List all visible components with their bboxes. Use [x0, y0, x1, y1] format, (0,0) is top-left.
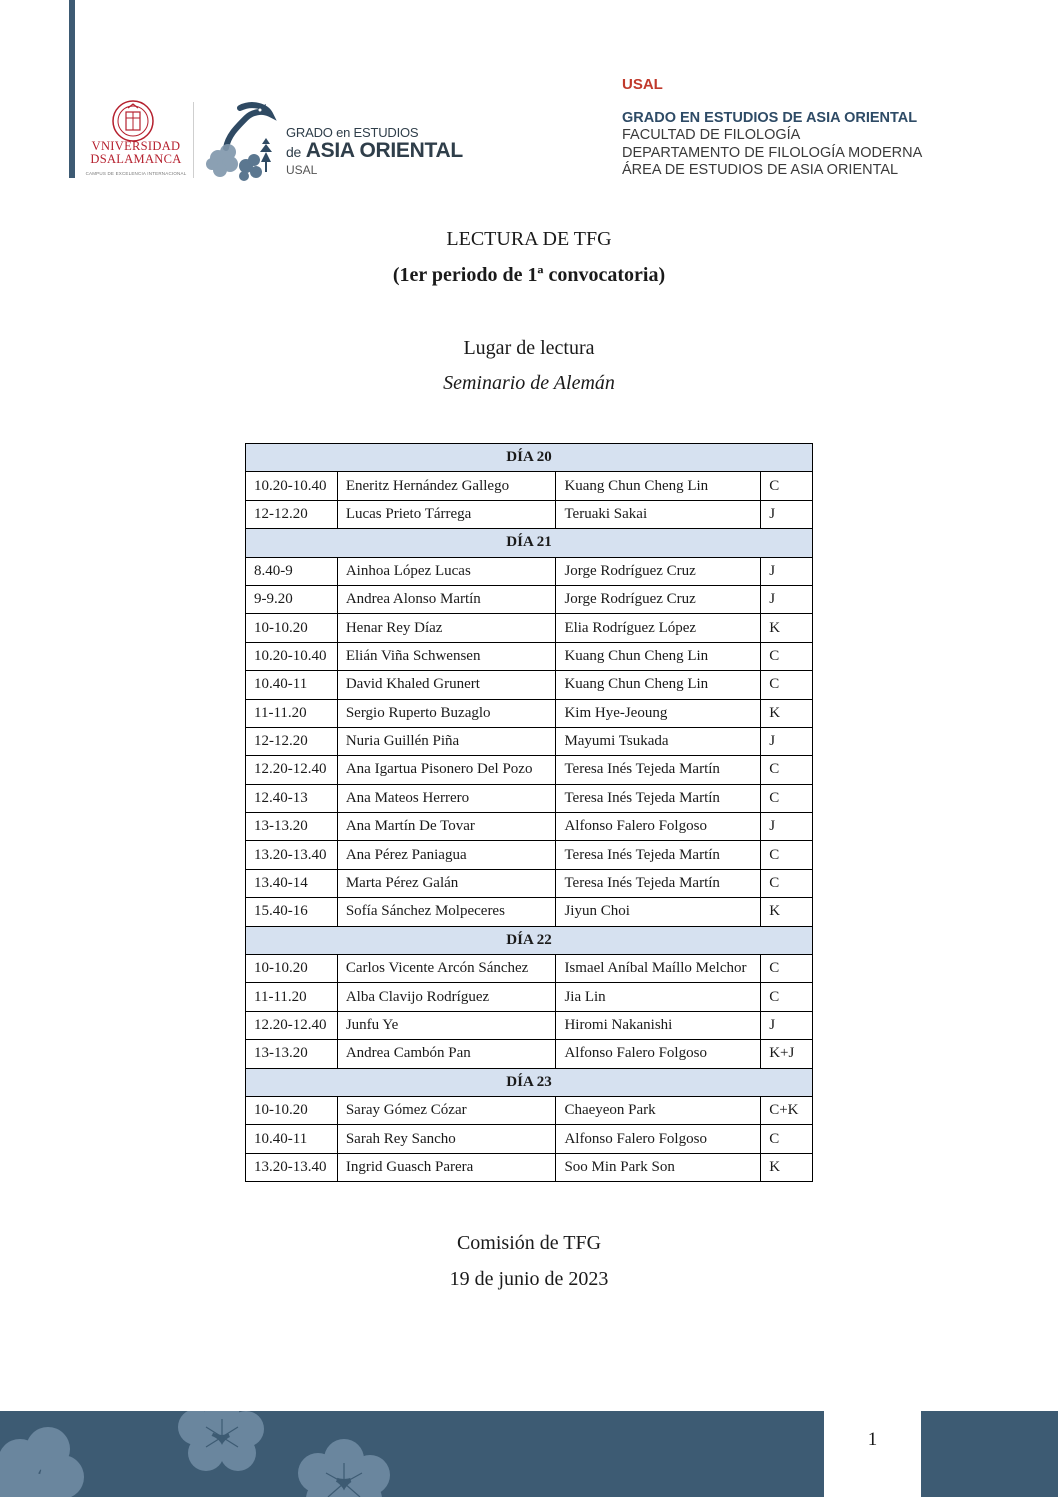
- table-row: [246, 1125, 813, 1153]
- table-row: [246, 727, 813, 755]
- student-cell: Eneritz Hernández Gallego: [337, 472, 556, 500]
- table-row: [246, 898, 813, 926]
- flower-pattern-icon: [0, 1411, 820, 1497]
- time-cell: 15.40-16: [246, 898, 338, 926]
- time-cell: 13.20-13.40: [246, 1153, 338, 1181]
- table-row: [246, 614, 813, 642]
- day-header: DÍA 20: [246, 444, 813, 472]
- student-cell: Lucas Prieto Tárrega: [337, 500, 556, 528]
- grado-logo-asia: ASIA ORIENTAL: [305, 139, 463, 162]
- university-name: [80, 140, 192, 166]
- language-cell: K: [761, 614, 813, 642]
- language-cell: C: [761, 756, 813, 784]
- page-number-box: [824, 1411, 921, 1497]
- university-name-line2: DSALAMANCA: [90, 152, 182, 166]
- header-departamento: DEPARTAMENTO DE FILOLOGÍA MODERNA: [622, 144, 923, 161]
- university-name-line1: VNIVERSIDAD: [91, 139, 181, 153]
- student-cell: Andrea Alonso Martín: [337, 585, 556, 613]
- student-cell: Andrea Cambón Pan: [337, 1040, 556, 1068]
- student-cell: Ana Igartua Pisonero Del Pozo: [337, 756, 556, 784]
- language-cell: J: [761, 727, 813, 755]
- tutor-cell: Mayumi Tsukada: [556, 727, 761, 755]
- schedule-table: [245, 443, 813, 1182]
- student-cell: Saray Gómez Cózar: [337, 1096, 556, 1124]
- tutor-cell: Elia Rodríguez López: [556, 614, 761, 642]
- language-cell: C: [761, 841, 813, 869]
- tutor-cell: Teresa Inés Tejeda Martín: [556, 756, 761, 784]
- table-row: [246, 642, 813, 670]
- tutor-cell: Jiyun Choi: [556, 898, 761, 926]
- language-cell: K: [761, 699, 813, 727]
- student-cell: Ingrid Guasch Parera: [337, 1153, 556, 1181]
- table-row: [246, 784, 813, 812]
- time-cell: 10.20-10.40: [246, 472, 338, 500]
- tutor-cell: Kuang Chun Cheng Lin: [556, 642, 761, 670]
- place-value: Seminario de Alemán: [443, 372, 615, 394]
- time-cell: 10-10.20: [246, 614, 338, 642]
- time-cell: 12-12.20: [246, 500, 338, 528]
- student-cell: Sarah Rey Sancho: [337, 1125, 556, 1153]
- language-cell: C+K: [761, 1096, 813, 1124]
- language-cell: C: [761, 983, 813, 1011]
- language-cell: K: [761, 898, 813, 926]
- grado-logo: [286, 126, 463, 177]
- table-row: [246, 557, 813, 585]
- language-cell: J: [761, 585, 813, 613]
- time-cell: 10.40-11: [246, 671, 338, 699]
- language-cell: J: [761, 1011, 813, 1039]
- student-cell: Henar Rey Díaz: [337, 614, 556, 642]
- time-cell: 11-11.20: [246, 983, 338, 1011]
- schedule-table-body: [246, 444, 813, 1182]
- table-row: [246, 1096, 813, 1124]
- header-facultad: FACULTAD DE FILOLOGÍA: [622, 127, 801, 143]
- time-cell: 10.20-10.40: [246, 642, 338, 670]
- student-cell: Junfu Ye: [337, 1011, 556, 1039]
- language-cell: C: [761, 472, 813, 500]
- student-cell: Elián Viña Schwensen: [337, 642, 556, 670]
- student-cell: Ainhoa López Lucas: [337, 557, 556, 585]
- time-cell: 12.40-13: [246, 784, 338, 812]
- place-label: Lugar de lectura: [463, 337, 595, 359]
- time-cell: 10-10.20: [246, 1096, 338, 1124]
- language-cell: J: [761, 813, 813, 841]
- tutor-cell: Ismael Aníbal Maíllo Melchor: [556, 955, 761, 983]
- header-area: ÁREA DE ESTUDIOS DE ASIA ORIENTAL: [622, 162, 899, 178]
- table-row: [246, 671, 813, 699]
- header-usal: USAL: [622, 76, 663, 93]
- day-header: DÍA 21: [246, 529, 813, 557]
- day-header: DÍA 22: [246, 926, 813, 954]
- tutor-cell: Jia Lin: [556, 983, 761, 1011]
- tutor-cell: Teruaki Sakai: [556, 500, 761, 528]
- table-row: [246, 1011, 813, 1039]
- student-cell: Ana Mateos Herrero: [337, 784, 556, 812]
- document-subtitle: (1er periodo de 1ª convocatoria): [392, 264, 666, 286]
- time-cell: 13.40-14: [246, 869, 338, 897]
- time-cell: 12.20-12.40: [246, 1011, 338, 1039]
- table-row: [246, 1153, 813, 1181]
- day-header-row: [246, 444, 813, 472]
- dragon-flower-logo-icon: [200, 100, 278, 182]
- time-cell: 10.40-11: [246, 1125, 338, 1153]
- commission-label: Comisión de TFG: [456, 1232, 602, 1254]
- table-row: [246, 1040, 813, 1068]
- tutor-cell: Hiromi Nakanishi: [556, 1011, 761, 1039]
- time-cell: 12-12.20: [246, 727, 338, 755]
- tutor-cell: Kuang Chun Cheng Lin: [556, 472, 761, 500]
- tutor-cell: Kuang Chun Cheng Lin: [556, 671, 761, 699]
- tutor-cell: Kim Hye-Jeoung: [556, 699, 761, 727]
- tutor-cell: Teresa Inés Tejeda Martín: [556, 784, 761, 812]
- language-cell: K+J: [761, 1040, 813, 1068]
- time-cell: 11-11.20: [246, 699, 338, 727]
- table-row: [246, 500, 813, 528]
- language-cell: C: [761, 1125, 813, 1153]
- tutor-cell: Alfonso Falero Folgoso: [556, 1040, 761, 1068]
- tutor-cell: Soo Min Park Son: [556, 1153, 761, 1181]
- header-accent-bar: [69, 0, 75, 178]
- table-row: [246, 841, 813, 869]
- footer-band: [0, 1411, 1058, 1497]
- table-row: [246, 756, 813, 784]
- language-cell: J: [761, 500, 813, 528]
- time-cell: 13-13.20: [246, 813, 338, 841]
- language-cell: C: [761, 642, 813, 670]
- table-row: [246, 699, 813, 727]
- table-row: [246, 869, 813, 897]
- header-institution-block: [622, 76, 922, 180]
- tutor-cell: Chaeyeon Park: [556, 1096, 761, 1124]
- tutor-cell: Alfonso Falero Folgoso: [556, 813, 761, 841]
- time-cell: 13-13.20: [246, 1040, 338, 1068]
- tutor-cell: Jorge Rodríguez Cruz: [556, 557, 761, 585]
- document-date: 19 de junio de 2023: [449, 1268, 609, 1290]
- language-cell: C: [761, 671, 813, 699]
- student-cell: Nuria Guillén Piña: [337, 727, 556, 755]
- tutor-cell: Teresa Inés Tejeda Martín: [556, 869, 761, 897]
- tutor-cell: Jorge Rodríguez Cruz: [556, 585, 761, 613]
- logo-divider: [193, 102, 194, 178]
- time-cell: 13.20-13.40: [246, 841, 338, 869]
- grado-logo-line1: GRADO en ESTUDIOS: [286, 125, 419, 140]
- tutor-cell: Alfonso Falero Folgoso: [556, 1125, 761, 1153]
- document-title: LECTURA DE TFG: [446, 228, 612, 250]
- university-seal-icon: [110, 98, 156, 144]
- time-cell: 10-10.20: [246, 955, 338, 983]
- student-cell: Alba Clavijo Rodríguez: [337, 983, 556, 1011]
- table-row: [246, 813, 813, 841]
- day-header-row: [246, 926, 813, 954]
- table-row: [246, 585, 813, 613]
- page-number: 1: [867, 1429, 878, 1450]
- time-cell: 12.20-12.40: [246, 756, 338, 784]
- header-grado: GRADO EN ESTUDIOS DE ASIA ORIENTAL: [622, 110, 918, 126]
- student-cell: Sergio Ruperto Buzaglo: [337, 699, 556, 727]
- day-header: DÍA 23: [246, 1068, 813, 1096]
- language-cell: K: [761, 1153, 813, 1181]
- tutor-cell: Teresa Inés Tejeda Martín: [556, 841, 761, 869]
- day-header-row: [246, 529, 813, 557]
- student-cell: Marta Pérez Galán: [337, 869, 556, 897]
- time-cell: 9-9.20: [246, 585, 338, 613]
- university-tagline: CAMPUS DE EXCELENCIA INTERNACIONAL: [85, 171, 187, 176]
- student-cell: Sofía Sánchez Molpeceres: [337, 898, 556, 926]
- student-cell: Carlos Vicente Arcón Sánchez: [337, 955, 556, 983]
- time-cell: 8.40-9: [246, 557, 338, 585]
- day-header-row: [246, 1068, 813, 1096]
- language-cell: C: [761, 955, 813, 983]
- student-cell: Ana Martín De Tovar: [337, 813, 556, 841]
- table-row: [246, 955, 813, 983]
- student-cell: David Khaled Grunert: [337, 671, 556, 699]
- grado-logo-line3: USAL: [286, 163, 318, 177]
- language-cell: C: [761, 784, 813, 812]
- grado-logo-de: de: [286, 144, 301, 160]
- student-cell: Ana Pérez Paniagua: [337, 841, 556, 869]
- language-cell: J: [761, 557, 813, 585]
- language-cell: C: [761, 869, 813, 897]
- table-row: [246, 472, 813, 500]
- grado-logo-line2: [286, 140, 463, 163]
- table-row: [246, 983, 813, 1011]
